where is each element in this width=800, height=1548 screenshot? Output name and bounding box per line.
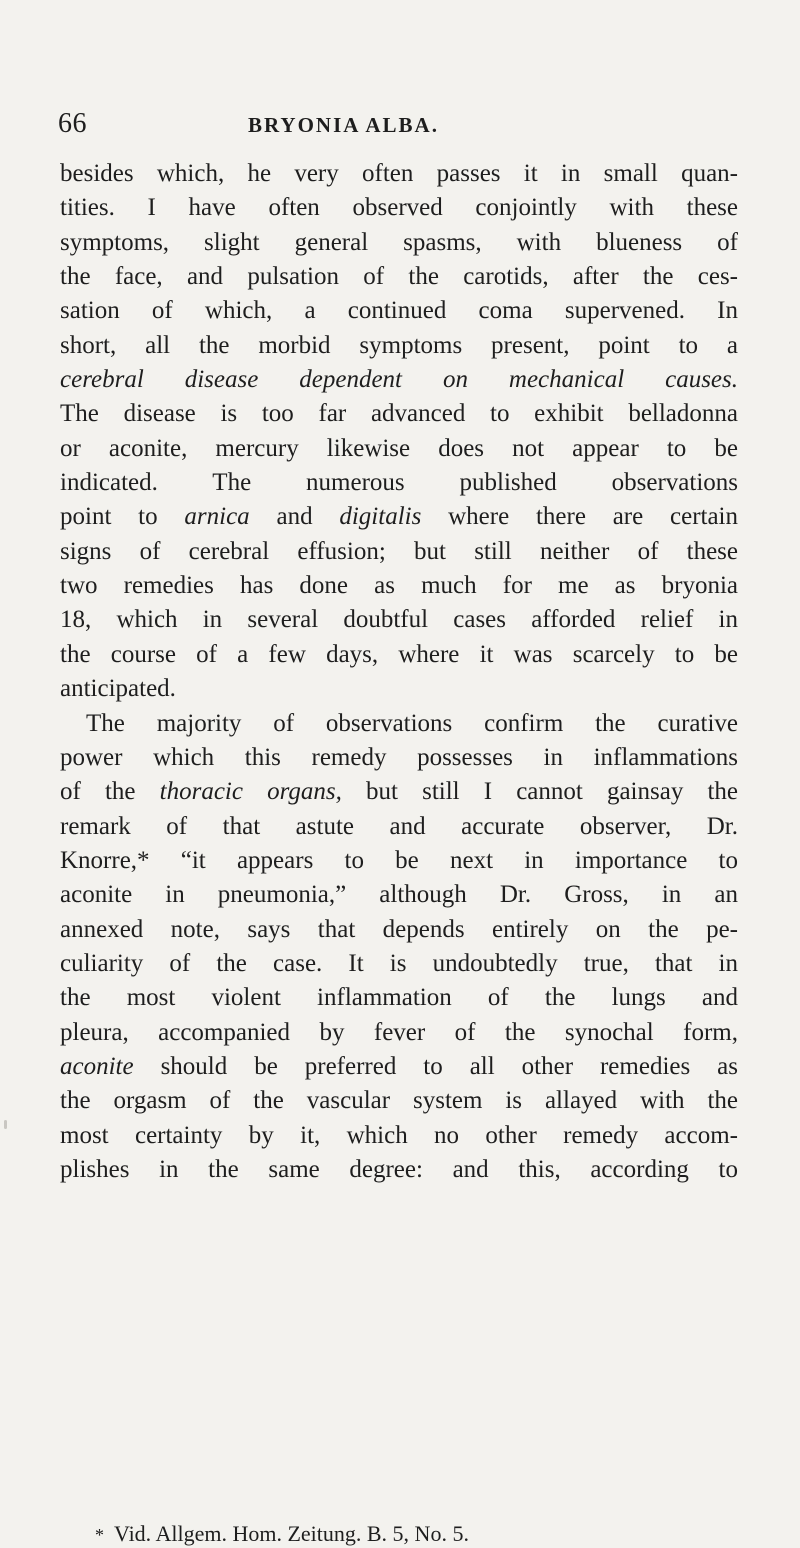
- text-line: the orgasm of the vascular system is allayed with the: [60, 1087, 738, 1115]
- footnote: [95, 1521, 735, 1548]
- text-line: tities. I have often observed conjointly with these: [60, 194, 738, 222]
- text-segment: and: [276, 503, 313, 531]
- text-line: Knorre,* “it appears to be next in importance to: [60, 846, 738, 874]
- page-number: 66: [58, 108, 87, 139]
- text-segment: point to: [60, 503, 158, 531]
- text-line: culiarity of the case. It is undoubtedly true, that in: [60, 949, 738, 977]
- italic-phrase: cerebral disease dependent on mechanical causes.: [60, 366, 738, 394]
- running-head: [58, 107, 748, 141]
- body-text: [60, 157, 738, 1187]
- text-line: [60, 775, 738, 809]
- text-line: pleura, accompanied by fever of the synochal form,: [60, 1018, 738, 1046]
- text-line: aconite in pneumonia,” although Dr. Gross, in an: [60, 881, 738, 909]
- text-line: the most violent inflammation of the lungs and: [60, 984, 738, 1012]
- text-line: remark of that astute and accurate observer, Dr.: [60, 812, 738, 840]
- text-line-italic: [60, 363, 738, 397]
- text-line: 18, which in several doubtful cases afforded relief in: [60, 606, 738, 634]
- text-segment: where there are certain: [448, 503, 739, 531]
- text-line: The majority of observations confirm the curative: [86, 709, 738, 737]
- text-line: two remedies has done as much for me as bryonia: [60, 572, 738, 600]
- running-title: BRYONIA ALBA.: [248, 113, 439, 137]
- text-line: anticipated.: [60, 675, 176, 703]
- text-line: plishes in the same degree: and this, according to: [60, 1155, 738, 1183]
- text-segment: of the: [60, 778, 136, 806]
- text-line: [60, 1050, 738, 1084]
- italic-term: thoracic organs,: [159, 778, 342, 806]
- text-line: the course of a few days, where it was scarcely to be: [60, 640, 738, 668]
- text-line: most certainty by it, which no other remedy accom-: [60, 1121, 738, 1149]
- text-segment: should be preferred to all other remedies as: [160, 1052, 738, 1080]
- italic-term: digitalis: [339, 503, 422, 531]
- text-line: besides which, he very often passes it in small quan-: [60, 160, 738, 187]
- footnote-marker: *: [95, 1525, 104, 1545]
- text-line: indicated. The numerous published observations: [60, 469, 738, 497]
- text-line: The disease is too far advanced to exhibit belladonna: [60, 400, 738, 428]
- text-line: signs of cerebral effusion; but still neither of these: [60, 537, 738, 565]
- text-line: sation of which, a continued coma supervened. In: [60, 297, 738, 325]
- text-segment: but still I cannot gainsay the: [366, 778, 739, 806]
- text-line: or aconite, mercury likewise does not appear to be: [60, 434, 738, 462]
- italic-term: arnica: [184, 503, 250, 531]
- text-line: the face, and pulsation of the carotids, after the ces-: [60, 263, 738, 291]
- text-line: annexed note, says that depends entirely on the pe-: [60, 915, 738, 943]
- text-line: short, all the morbid symptoms present, point to a: [60, 331, 738, 359]
- footnote-text: Vid. Allgem. Hom. Zeitung. B. 5, No. 5.: [114, 1521, 469, 1546]
- text-line: symptoms, slight general spasms, with blueness of: [60, 228, 738, 256]
- text-line: [60, 500, 738, 534]
- page-speck: [4, 1120, 7, 1129]
- italic-term: aconite: [60, 1052, 134, 1080]
- text-line: power which this remedy possesses in inflammations: [60, 743, 738, 771]
